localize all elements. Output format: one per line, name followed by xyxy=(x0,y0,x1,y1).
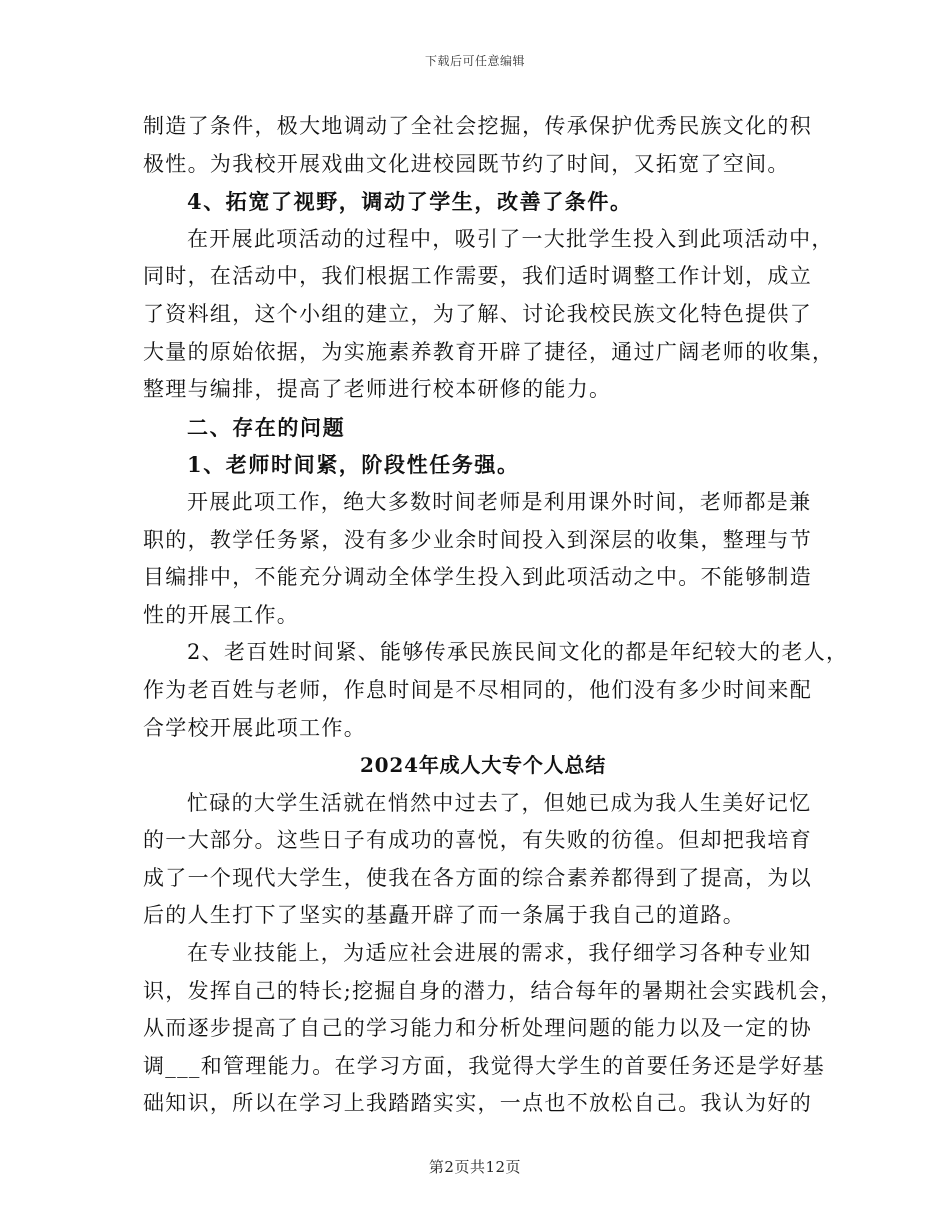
paragraph-line: 从而逐步提高了自己的学习能力和分析处理问题的能力以及一定的协 xyxy=(143,1016,812,1041)
paragraph-line: 同时，在活动中，我们根据工作需要，我们适时调整工作计划，成立 xyxy=(143,264,812,289)
paragraph-line: 识，发挥自己的特长;挖掘自身的潜力，结合每年的暑期社会实践机会， xyxy=(143,978,843,1003)
paragraph-line: 础知识，所以在学习上我踏踏实实，一点也不放松自己。我认为好的 xyxy=(143,1091,812,1116)
paragraph-line: 目编排中，不能充分调动全体学生投入到此项活动之中。不能够制造 xyxy=(143,565,812,590)
paragraph-line: 整理与编排，提高了老师进行校本研修的能力。 xyxy=(143,377,612,402)
page-number: 第2页共12页 xyxy=(428,1158,522,1176)
paragraph-line: 作为老百姓与老师，作息时间是不尽相同的，他们没有多少时间来配 xyxy=(143,677,812,702)
paragraph-line: 的一大部分。这些日子有成功的喜悦，有失败的彷徨。但却把我培育 xyxy=(143,828,812,853)
section-subheading: 4、拓宽了视野，调动了学生，改善了条件。 xyxy=(187,189,633,215)
paragraph-line: 成了一个现代大学生，使我在各方面的综合素养都得到了提高，为以 xyxy=(143,865,812,890)
paragraph-line: 开展此项工作，绝大多数时间老师是利用课外时间，老师都是兼 xyxy=(187,489,812,514)
paragraph-line: 合学校开展此项工作。 xyxy=(143,715,366,740)
paragraph-line: 职的，教学任务紧，没有多少业余时间投入到深层的收集，整理与节 xyxy=(143,527,812,552)
document-title: 2024年成人大专个人总结 xyxy=(359,753,607,778)
paragraph-line: 后的人生打下了坚实的基矗开辟了而一条属于我自己的道路。 xyxy=(143,903,746,928)
paragraph-line: 调___和管理能力。在学习方面，我觉得大学生的首要任务还是学好基 xyxy=(143,1053,826,1078)
paragraph-line: 2、老百姓时间紧、能够传承民族民间文化的都是年纪较大的老人， xyxy=(187,640,849,665)
page-header: 下载后可任意编辑 xyxy=(424,54,525,68)
paragraph-line: 了资料组，这个小组的建立，为了解、讨论我校民族文化特色提供了 xyxy=(143,301,812,326)
section-subheading: 1、老师时间紧，阶段性任务强。 xyxy=(187,452,520,478)
section-heading: 二、存在的问题 xyxy=(187,414,346,440)
document-body xyxy=(143,108,849,1123)
paragraph-line: 性的开展工作。 xyxy=(143,602,300,627)
paragraph-line: 在开展此项活动的过程中，吸引了一大批学生投入到此项活动中， xyxy=(187,226,834,251)
paragraph-line: 在专业技能上，为适应社会进展的需求，我仔细学习各种专业知 xyxy=(187,941,812,966)
paragraph-line: 制造了条件，极大地调动了全社会挖掘，传承保护优秀民族文化的积 xyxy=(143,114,812,138)
paragraph-line: 大量的原始依据，为实施素养教育开辟了捷径，通过广阔老师的收集， xyxy=(143,339,835,364)
paragraph-line: 极性。为我校开展戏曲文化进校园既节约了时间，又拓宽了空间。 xyxy=(143,151,790,176)
paragraph-line: 忙碌的大学生活就在悄然中过去了，但她已成为我人生美好记忆 xyxy=(187,790,812,815)
